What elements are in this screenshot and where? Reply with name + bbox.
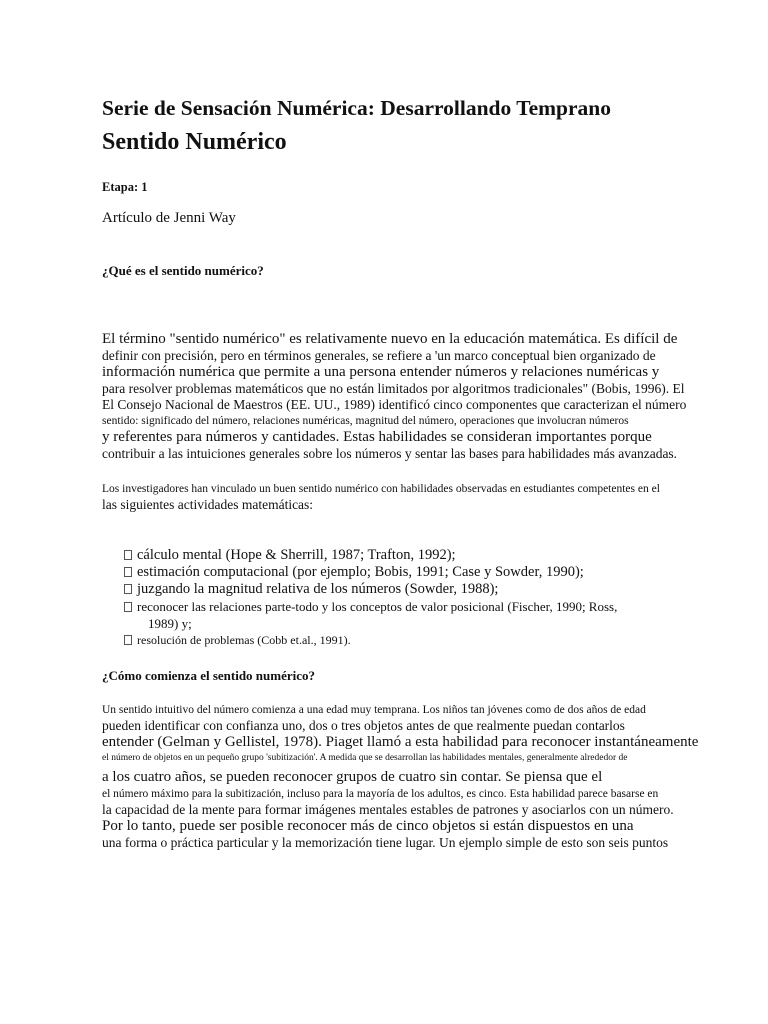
text-line: información numérica que permite a una persona entender números y relaciones numéricas y [102, 364, 660, 380]
text-line: las siguientes actividades matemáticas: [102, 497, 314, 512]
text-line: pueden identificar con confianza uno, dos o tres objetos antes de que realmente puedan contarlos [102, 718, 625, 733]
text-line: el número de objetos en un pequeño grupo 'subitización'. A medida que se desarrollan las habilidades mentales, generalmente alrededor de [102, 753, 628, 763]
bullet-box-icon [124, 550, 132, 560]
list-item: juzgando la magnitud relativa de los números (Sowder, 1988); [124, 581, 617, 598]
text-line: Por lo tanto, puede ser posible reconocer más de cinco objetos si están dispuestos en una [102, 818, 634, 834]
text-line: El término "sentido numérico" es relativamente nuevo en la educación matemática. Es difícil de [102, 331, 678, 347]
text-line: Los investigadores han vinculado un buen sentido numérico con habilidades observadas en estudiantes competentes en el [102, 483, 660, 495]
bullet-box-icon [124, 584, 132, 594]
bullet-box-icon [124, 567, 132, 577]
document-title-line-2: Sentido Numérico [102, 129, 287, 155]
section-heading-how-number-sense-begins: ¿Cómo comienza el sentido numérico? [102, 668, 316, 683]
section-heading-what-is-number-sense: ¿Qué es el sentido numérico? [102, 263, 264, 278]
text-line: entender (Gelman y Gellistel, 1978). Piaget llamó a esta habilidad para reconocer instantáneamente [102, 734, 699, 750]
text-line: contribuir a las intuiciones generales sobre los números y sentar las bases para habilidades más avanzadas. [102, 446, 678, 461]
bullet-box-icon [124, 635, 132, 645]
text-line: a los cuatro años, se pueden reconocer grupos de cuatro sin contar. Se piensa que el [102, 769, 603, 785]
text-line: definir con precisión, pero en términos generales, se refiere a 'un marco conceptual bien organizado de [102, 348, 656, 363]
text-line: la capacidad de la mente para formar imágenes mentales estables de patrones y asociarlos con un número. [102, 802, 674, 817]
document-title-line-1: Serie de Sensación Numérica: Desarrollando Temprano [102, 96, 612, 120]
author-line: Artículo de Jenni Way [102, 210, 236, 226]
list-item: resolución de problemas (Cobb et.al., 1991). [124, 632, 617, 649]
paragraph-definition [102, 331, 686, 462]
list-item: cálculo mental (Hope & Sherrill, 1987; Trafton, 1992); [124, 547, 617, 564]
text-line: el número máximo para la subitización, incluso para la mayoría de los adultos, es cinco. Esta habilidad parece basarse en [102, 788, 659, 800]
text-line: y referentes para números y cantidades. Estas habilidades se consideran importantes porque [102, 429, 652, 445]
list-item: estimación computacional (por ejemplo; Bobis, 1991; Case y Sowder, 1990); [124, 564, 617, 581]
list-item: reconocer las relaciones parte-todo y los conceptos de valor posicional (Fischer, 1990; Ross, [124, 598, 617, 615]
skills-list [124, 547, 617, 649]
stage-label: Etapa: 1 [102, 180, 148, 194]
bullet-box-icon [124, 602, 132, 612]
text-line: Un sentido intuitivo del número comienza a una edad muy temprana. Los niños tan jóvenes como de dos años de edad [102, 704, 646, 716]
paragraph-how-it-begins [102, 702, 698, 851]
paragraph-researchers [102, 481, 660, 513]
text-line: sentido: significado del número, relaciones numéricas, magnitud del número, operaciones que involucran números [102, 415, 629, 427]
text-line: El Consejo Nacional de Maestros (EE. UU., 1989) identificó cinco componentes que caracterizan el número [102, 397, 687, 412]
text-line: una forma o práctica particular y la memorización tiene lugar. Un ejemplo simple de esto son seis puntos [102, 835, 669, 850]
list-item-continuation: 1989) y; [148, 616, 192, 631]
text-line: para resolver problemas matemáticos que no están limitados por algoritmos tradicionales" (Bobis, 1996). El [102, 381, 685, 396]
